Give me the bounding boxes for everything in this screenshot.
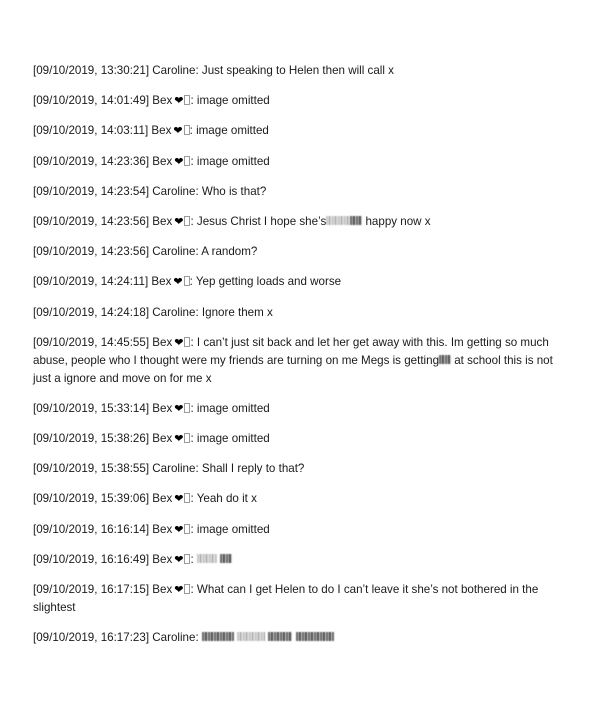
redaction-blur bbox=[350, 216, 362, 225]
message-line bbox=[33, 92, 573, 110]
redaction-blur bbox=[237, 632, 265, 641]
timestamp: [09/10/2019, 14:01:49] bbox=[33, 94, 150, 108]
sender: Caroline: bbox=[152, 462, 199, 476]
message-text: Who is that? bbox=[198, 184, 267, 198]
timestamp: [09/10/2019, 14:23:54] bbox=[33, 184, 150, 198]
message-text: : image omitted bbox=[190, 401, 270, 415]
timestamp: [09/10/2019, 14:24:18] bbox=[33, 305, 150, 319]
message-text: : image omitted bbox=[189, 124, 269, 138]
message-line bbox=[33, 183, 573, 201]
message-text: Ignore them x bbox=[198, 305, 273, 319]
sender: Bex bbox=[152, 335, 173, 349]
message-line bbox=[33, 273, 573, 291]
message-line bbox=[33, 521, 573, 539]
sender: Bex bbox=[152, 492, 173, 506]
redaction-blur bbox=[439, 355, 451, 364]
redaction-blur bbox=[268, 632, 292, 641]
heart-icon: ❤ bbox=[174, 155, 184, 168]
redaction-blur bbox=[220, 554, 232, 563]
message-text: : Yep getting loads and worse bbox=[189, 275, 342, 289]
message-line bbox=[33, 334, 573, 388]
timestamp: [09/10/2019, 14:24:11] bbox=[33, 275, 149, 289]
message-line bbox=[33, 153, 573, 171]
heart-icon: ❤ bbox=[174, 553, 184, 566]
message-text: A random? bbox=[198, 245, 258, 259]
redaction-blur bbox=[326, 216, 350, 225]
chat-transcript bbox=[33, 62, 573, 659]
message-line bbox=[33, 430, 573, 448]
heart-icon: ❤ bbox=[174, 523, 184, 536]
timestamp: [09/10/2019, 16:16:49] bbox=[33, 552, 150, 566]
message-text: : bbox=[190, 552, 194, 566]
message-line bbox=[33, 460, 573, 478]
message-line bbox=[33, 581, 573, 617]
message-line bbox=[33, 243, 573, 261]
redaction-blur bbox=[197, 554, 217, 563]
message-text: Just speaking to Helen then will call x bbox=[198, 64, 394, 77]
heart-icon: ❤ bbox=[174, 215, 184, 228]
redaction-blur bbox=[202, 632, 234, 641]
message-text: Shall I reply to that? bbox=[198, 462, 305, 476]
message-line bbox=[33, 304, 573, 322]
message-line bbox=[33, 62, 573, 80]
heart-icon: ❤ bbox=[174, 493, 184, 506]
sender: Caroline: bbox=[152, 305, 199, 319]
message-text: : What can I get Helen to do I can’t leave it she’s not bothered in the slightest bbox=[33, 583, 539, 614]
sender: Bex bbox=[151, 124, 172, 138]
sender: Caroline: bbox=[152, 184, 199, 198]
sender: Bex bbox=[152, 522, 173, 536]
timestamp: [09/10/2019, 16:17:23] bbox=[33, 631, 150, 645]
sender: Bex bbox=[151, 275, 172, 289]
sender: Bex bbox=[152, 432, 173, 446]
message-text: : image omitted bbox=[190, 154, 270, 168]
sender: Bex bbox=[152, 583, 173, 596]
timestamp: [09/10/2019, 15:38:26] bbox=[33, 432, 150, 446]
sender: Caroline: bbox=[152, 64, 199, 77]
message-text: : image omitted bbox=[190, 522, 270, 536]
heart-icon: ❤ bbox=[173, 125, 183, 138]
message-text: : Jesus Christ I hope she’s bbox=[190, 214, 327, 228]
timestamp: [09/10/2019, 14:45:55] bbox=[33, 335, 150, 349]
timestamp: [09/10/2019, 15:38:55] bbox=[33, 462, 150, 476]
heart-icon: ❤ bbox=[173, 276, 183, 289]
message-line bbox=[33, 629, 573, 647]
message-text: : image omitted bbox=[190, 432, 270, 446]
message-text: : image omitted bbox=[190, 94, 270, 108]
timestamp: [09/10/2019, 13:30:21] bbox=[33, 64, 150, 77]
sender: Caroline: bbox=[152, 631, 199, 645]
message-line bbox=[33, 490, 573, 508]
sender: Bex bbox=[152, 94, 173, 108]
sender: Caroline: bbox=[152, 245, 199, 259]
message-text: : I can’t just sit back and let her get away with this. Im getting so much abuse, people who I thought were my friends are turning on me Megs is getting bbox=[33, 335, 549, 367]
timestamp: [09/10/2019, 14:23:36] bbox=[33, 154, 150, 168]
timestamp: [09/10/2019, 16:17:15] bbox=[33, 583, 150, 596]
timestamp: [09/10/2019, 14:03:11] bbox=[33, 124, 149, 138]
sender: Bex bbox=[152, 214, 173, 228]
sender: Bex bbox=[152, 154, 173, 168]
message-text: : Yeah do it x bbox=[190, 492, 257, 506]
heart-icon: ❤ bbox=[174, 433, 184, 446]
heart-icon: ❤ bbox=[174, 95, 184, 108]
sender: Bex bbox=[152, 401, 173, 415]
timestamp: [09/10/2019, 15:33:14] bbox=[33, 401, 150, 415]
timestamp: [09/10/2019, 14:23:56] bbox=[33, 245, 150, 259]
sender: Bex bbox=[152, 552, 173, 566]
timestamp: [09/10/2019, 16:16:14] bbox=[33, 522, 150, 536]
message-line bbox=[33, 122, 573, 140]
message-line bbox=[33, 400, 573, 418]
timestamp: [09/10/2019, 15:39:06] bbox=[33, 492, 150, 506]
redaction-blur bbox=[296, 632, 334, 641]
heart-icon: ❤ bbox=[174, 584, 184, 596]
timestamp: [09/10/2019, 14:23:56] bbox=[33, 214, 150, 228]
heart-icon: ❤ bbox=[174, 402, 184, 415]
heart-icon: ❤ bbox=[174, 336, 184, 349]
message-line bbox=[33, 551, 573, 569]
message-text: at school this is not just a ignore and move on for me x bbox=[33, 353, 553, 385]
message-line bbox=[33, 213, 573, 231]
message-text: happy now x bbox=[362, 214, 431, 228]
